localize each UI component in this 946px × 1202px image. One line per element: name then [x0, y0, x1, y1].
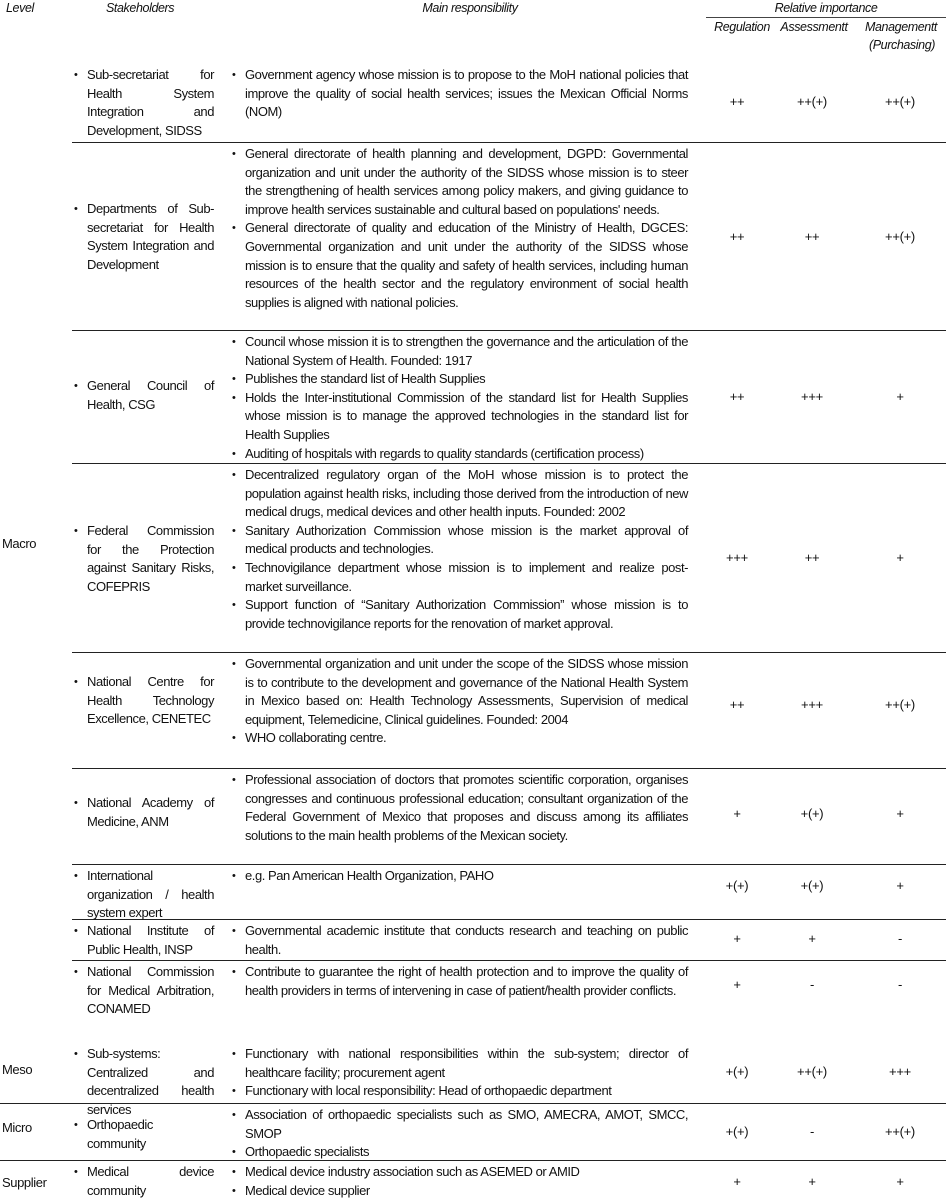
responsibility-cell — [230, 771, 688, 845]
responsibility-item: • Holds the Inter-institutional Commission of the standard list for Health Supplies whose mission is to manage the approved technologies in the standard list for Health Supplies — [230, 389, 688, 445]
responsibility-item: • Technovigilance department whose mission is to implement and realize post-market surveillance. — [230, 559, 688, 596]
stakeholder-cell — [72, 522, 214, 596]
header-management: Managementt — [864, 20, 938, 34]
importance-regulation: + — [733, 1174, 741, 1189]
importance-management: ++(+) — [885, 697, 915, 712]
stakeholder-name: • International organization / health system expert — [72, 867, 214, 923]
importance-assessment: + — [808, 1174, 816, 1189]
header-stakeholders: Stakeholders — [106, 1, 175, 15]
importance-regulation: +(+) — [725, 1124, 749, 1139]
importance-assessment: - — [809, 977, 815, 992]
row-divider — [72, 864, 946, 865]
level-micro: Micro — [2, 1120, 32, 1135]
stakeholder-name: • Departments of Sub-secretariat for Health System Integration and Development — [72, 200, 214, 274]
header-relative-importance: Relative importance — [774, 1, 878, 15]
responsibility-cell — [230, 1163, 688, 1200]
responsibility-item: • Association of orthopaedic specialists such as SMO, AMECRA, AMOT, SMCC, SMOP — [230, 1106, 688, 1143]
importance-assessment: +(+) — [800, 878, 824, 893]
level-meso: Meso — [2, 1062, 33, 1077]
responsibility-item: • Contribute to guarantee the right of health protection and to improve the quality of health providers in terms of intervening in case of patient/health provider conflicts. — [230, 963, 688, 1000]
responsibility-item: • General directorate of health planning and development, DGPD: Governmental organization and unit under the authority of the SIDSS whose mission is to steer the strengthening of health services among policy makers, and giving guidance to improve health services sustainable and cultural based on populations' needs. — [230, 145, 688, 219]
stakeholder-name: • Medical device community — [72, 1163, 214, 1200]
header-main-responsibility: Main responsibility — [422, 1, 518, 15]
stakeholder-name: • Federal Commission for the Protection against Sanitary Risks, COFEPRIS — [72, 522, 214, 596]
importance-assessment: +(+) — [800, 806, 824, 821]
importance-regulation: +++ — [726, 550, 748, 565]
importance-management: + — [896, 1174, 904, 1189]
importance-assessment: ++(+) — [797, 94, 827, 109]
stakeholder-cell — [72, 1116, 214, 1153]
stakeholder-cell — [72, 673, 214, 729]
importance-regulation: +(+) — [725, 878, 749, 893]
responsibility-cell — [230, 963, 688, 1000]
responsibility-cell — [230, 922, 688, 959]
importance-management: + — [896, 389, 904, 404]
row-divider — [72, 652, 946, 653]
stakeholder-cell — [72, 66, 214, 140]
stakeholder-cell — [72, 1163, 214, 1200]
importance-assessment: - — [809, 1124, 815, 1139]
responsibility-item: • Council whose mission it is to strengthen the governance and the articulation of the National System of Health. Founded: 1917 — [230, 333, 688, 370]
header-management-sub: (Purchasing) — [868, 38, 936, 52]
responsibility-cell — [230, 145, 688, 312]
header-regulation: Regulation — [714, 20, 770, 34]
responsibility-item: • e.g. Pan American Health Organization, PAHO — [230, 867, 688, 886]
responsibility-item: • Governmental academic institute that conducts research and teaching on public health. — [230, 922, 688, 959]
importance-assessment: + — [808, 931, 816, 946]
responsibility-item: • Medical device industry association such as ASEMED or AMID — [230, 1163, 688, 1182]
responsibility-item: • General directorate of quality and education of the Ministry of Health, DGCES: Governmental organization and unit under the authority of the SIDSS whose mission is to ensure that the quality and safety of health services, including human resources of the health sector and the regulatory environment of social health supplies is aligned with national policies. — [230, 219, 688, 312]
responsibility-cell — [230, 1045, 688, 1101]
importance-assessment: ++ — [804, 229, 820, 244]
importance-regulation: ++ — [729, 94, 745, 109]
importance-regulation: + — [733, 806, 741, 821]
row-divider — [72, 768, 946, 769]
level-supplier: Supplier — [2, 1175, 47, 1190]
header-divider — [706, 17, 946, 18]
importance-management: + — [896, 878, 904, 893]
importance-assessment: +++ — [801, 389, 823, 404]
importance-regulation: ++ — [729, 229, 745, 244]
responsibility-item: • Auditing of hospitals with regards to quality standards (certification process) — [230, 445, 688, 464]
importance-management: ++(+) — [885, 1124, 915, 1139]
stakeholder-cell — [72, 1045, 214, 1119]
importance-regulation: + — [733, 931, 741, 946]
row-divider — [72, 142, 946, 143]
header-level: Level — [6, 1, 34, 15]
responsibility-item: • Support function of “Sanitary Authorization Commission” whose mission is to provide technovigilance reports for the renovation of market approval. — [230, 596, 688, 633]
importance-assessment: ++ — [804, 550, 820, 565]
importance-management: +++ — [889, 1064, 911, 1079]
stakeholder-cell — [72, 963, 214, 1019]
responsibility-item: • Publishes the standard list of Health Supplies — [230, 370, 688, 389]
stakeholder-name: • National Academy of Medicine, ANM — [72, 794, 214, 831]
importance-management: - — [897, 931, 903, 946]
importance-regulation: ++ — [729, 697, 745, 712]
stakeholder-name: • Sub-secretariat for Health System Integration and Development, SIDSS — [72, 66, 214, 140]
responsibility-item: • Professional association of doctors that promotes scientific corporation, organises congresses and continuous professional education; consultant organization of the Federal Government of Mexico that proposes and discuss among its affiliates solutions to the main health problems of the Mexican society. — [230, 771, 688, 845]
importance-management: ++(+) — [885, 229, 915, 244]
level-macro: Macro — [2, 536, 37, 551]
responsibility-item: • Orthopaedic specialists — [230, 1143, 688, 1162]
stakeholder-cell — [72, 922, 214, 959]
importance-assessment: ++(+) — [797, 1064, 827, 1079]
row-divider — [72, 960, 946, 961]
stakeholder-name: • Orthopaedic community — [72, 1116, 214, 1153]
importance-management: - — [897, 977, 903, 992]
responsibility-item: • Governmental organization and unit under the scope of the SIDSS whose mission is to contribute to the development and governance of the National Health System in Mexico based on: Health Technology Assessments, Supervision of medical equipment, Telemedicine, Clinical guidelines. Founded: 2004 — [230, 655, 688, 729]
stakeholder-cell — [72, 377, 214, 414]
responsibility-item: • Decentralized regulatory organ of the MoH whose mission is to protect the population against health risks, including those derived from the introduction of new medical drugs, medical devices and other health inputs. Founded: 2002 — [230, 466, 688, 522]
responsibility-cell — [230, 66, 688, 122]
stakeholder-cell — [72, 200, 214, 274]
stakeholder-cell — [72, 867, 214, 923]
stakeholder-cell — [72, 794, 214, 831]
responsibility-item: • Sanitary Authorization Commission whose mission is the market approval of medical products and technologies. — [230, 522, 688, 559]
responsibility-item: • Functionary with local responsibility: Head of orthopaedic department — [230, 1082, 688, 1101]
responsibility-item: • Government agency whose mission is to propose to the MoH national policies that improve the quality of social health services; issues the Mexican Official Norms (NOM) — [230, 66, 688, 122]
row-divider — [72, 330, 946, 331]
stakeholder-name: • National Centre for Health Technology Excellence, CENETEC — [72, 673, 214, 729]
importance-management: + — [896, 806, 904, 821]
header-assessment: Assessmentt — [780, 20, 848, 34]
responsibility-cell — [230, 1106, 688, 1162]
importance-assessment: +++ — [801, 697, 823, 712]
responsibility-item: • WHO collaborating centre. — [230, 729, 688, 748]
importance-regulation: + — [733, 977, 741, 992]
responsibility-item: • Medical device supplier — [230, 1182, 688, 1201]
importance-regulation: ++ — [729, 389, 745, 404]
stakeholder-name: • National Institute of Public Health, INSP — [72, 922, 214, 959]
responsibility-cell — [230, 466, 688, 633]
stakeholder-name: • Sub-systems: Centralized and decentralized health services — [72, 1045, 214, 1119]
importance-management: + — [896, 550, 904, 565]
responsibility-cell — [230, 333, 688, 463]
responsibility-item: • Functionary with national responsibilities within the sub-system; director of healthcare facility; procurement agent — [230, 1045, 688, 1082]
responsibility-cell — [230, 867, 688, 886]
importance-management: ++(+) — [885, 94, 915, 109]
responsibility-cell — [230, 655, 688, 748]
stakeholder-name: • General Council of Health, CSG — [72, 377, 214, 414]
importance-regulation: +(+) — [725, 1064, 749, 1079]
stakeholder-name: • National Commission for Medical Arbitration, CONAMED — [72, 963, 214, 1019]
